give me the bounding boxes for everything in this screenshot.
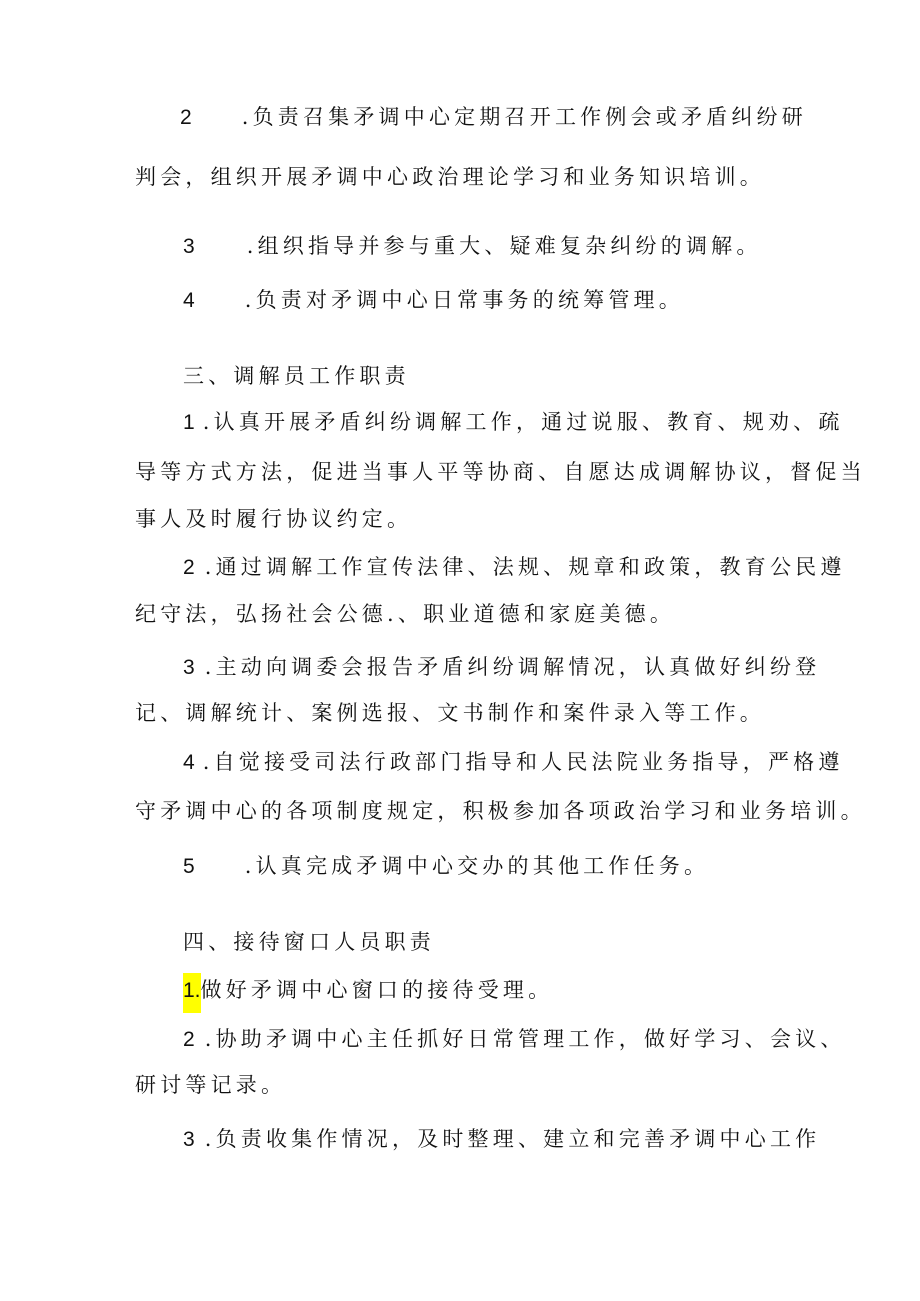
item-number: 5 [183, 855, 195, 878]
item-number: 3 [183, 1128, 195, 1151]
paragraph-text: .组织指导并参与重大、疑难复杂纠纷的调解。 [246, 234, 762, 258]
mediator-duty-5 [183, 852, 709, 881]
paragraph-text: .负责收集作情况，及时整理、建立和完善矛调中心工作 [204, 1127, 821, 1151]
paragraph-continuation: 事人及时履行协议约定。 [135, 507, 413, 531]
item-number: 4 [183, 751, 195, 774]
item-number: 1 [183, 411, 195, 434]
highlighted-item-number: 1. [183, 973, 201, 1013]
paragraph-text: .主动向调委会报告矛盾纠纷调解情况，认真做好纠纷登 [204, 655, 821, 679]
reception-duty-3 [183, 1125, 820, 1154]
item-number: 3 [183, 656, 195, 679]
mediator-duty-2 [183, 553, 846, 582]
item-number: 4 [183, 289, 195, 312]
paragraph-text: .认真开展矛盾纠纷调解工作，通过说服、教育、规劝、疏 [202, 410, 844, 434]
paragraph-text: .通过调解工作宣传法律、法规、规章和政策，教育公民遵 [204, 555, 846, 579]
item-number: 2 [183, 556, 195, 579]
section-heading-mediator: 三、调解员工作职责 [183, 364, 410, 388]
paragraph-continuation: 研讨等记录。 [135, 1073, 287, 1097]
item-number: 3 [183, 235, 195, 258]
item-number: 2 [183, 1028, 195, 1051]
reception-duty-2 [183, 1025, 846, 1054]
paragraph-text: .自觉接受司法行政部门指导和人民法院业务指导，严格遵 [202, 750, 844, 774]
item-number: 2 [180, 106, 192, 129]
paragraph-text: .负责召集矛调中心定期召开工作例会或矛盾纠纷研 [241, 105, 807, 129]
reception-duty-1 [183, 973, 553, 1013]
paragraph-text: .协助矛调中心主任抓好日常管理工作，做好学习、会议、 [204, 1027, 846, 1051]
paragraph-text: 做好矛调中心窗口的接待受理。 [200, 978, 554, 1002]
para-duty-2 [180, 103, 807, 132]
para-duty-3 [183, 232, 762, 261]
mediator-duty-4 [183, 748, 844, 777]
paragraph-continuation: 判会，组织开展矛调中心政治理论学习和业务知识培训。 [135, 165, 765, 189]
paragraph-continuation: 纪守法，弘扬社会公德.、职业道德和家庭美德。 [135, 602, 676, 626]
paragraph-continuation: 记、调解统计、案例选报、文书制作和案件录入等工作。 [135, 701, 765, 725]
paragraph-text: .负责对矛调中心日常事务的统筹管理。 [244, 288, 684, 312]
section-heading-reception: 四、接待窗口人员职责 [183, 930, 435, 954]
paragraph-continuation: 导等方式方法，促进当事人平等协商、自愿达成调解协议，督促当 [135, 460, 866, 484]
mediator-duty-3 [183, 653, 820, 682]
para-duty-4 [183, 286, 684, 315]
paragraph-continuation: 守矛调中心的各项制度规定，积极参加各项政治学习和业务培训。 [135, 799, 866, 823]
paragraph-text: .认真完成矛调中心交办的其他工作任务。 [244, 854, 710, 878]
mediator-duty-1 [183, 408, 844, 437]
